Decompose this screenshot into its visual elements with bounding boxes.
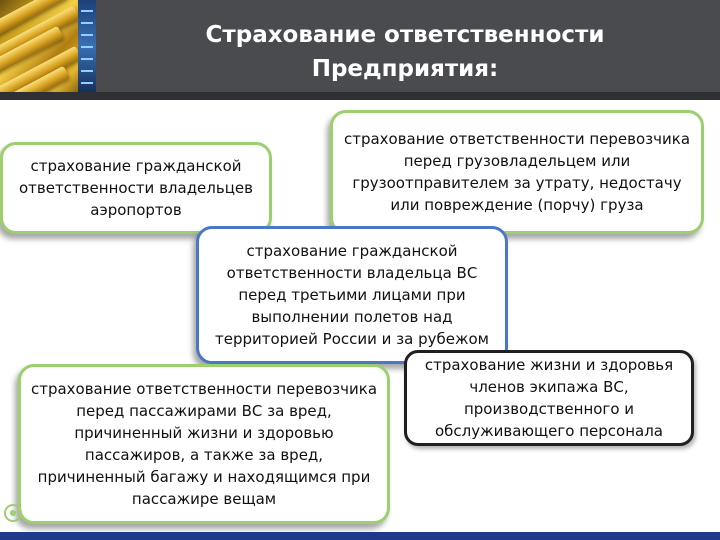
passenger-liability-text: страхование ответственности перевозчика перед пассажирами ВС за вред, причиненный жизни и здоровью пассажиров, а также за вред, причиненный багажу и находящимся при пассажире вещам (30, 380, 378, 508)
cargo-liability-text: страхование ответственности перевозчика перед грузовладельцем или грузоотправителем за утрату, недостачу или повреждение (порчу) груза (343, 130, 691, 214)
footer-band (0, 532, 720, 540)
keyboard-image (78, 0, 96, 92)
cargo-liability-box (330, 110, 704, 234)
title-line-1: Страхование ответственности (205, 22, 605, 48)
header-band (0, 92, 720, 100)
slide-header (0, 0, 720, 100)
third-party-liability-text: страхование гражданской ответственности владельца ВС перед третьими лицами при выполнении полетов над территорией России и за рубежом (214, 242, 489, 348)
gold-bars-image (0, 0, 78, 92)
slide-title (110, 18, 700, 86)
passenger-liability-box (18, 364, 390, 524)
title-line-2: Предприятия: (311, 56, 499, 82)
corner-logo-icon (2, 502, 24, 524)
crew-insurance-box (404, 350, 694, 446)
third-party-liability-box (196, 226, 508, 364)
airports-liability-text: страхование гражданской ответственности владельцев аэропортов (19, 157, 253, 219)
airports-liability-box (0, 142, 272, 234)
crew-insurance-text: страхование жизни и здоровья членов экипажа ВС, производственного и обслуживающего персонала (424, 356, 674, 440)
